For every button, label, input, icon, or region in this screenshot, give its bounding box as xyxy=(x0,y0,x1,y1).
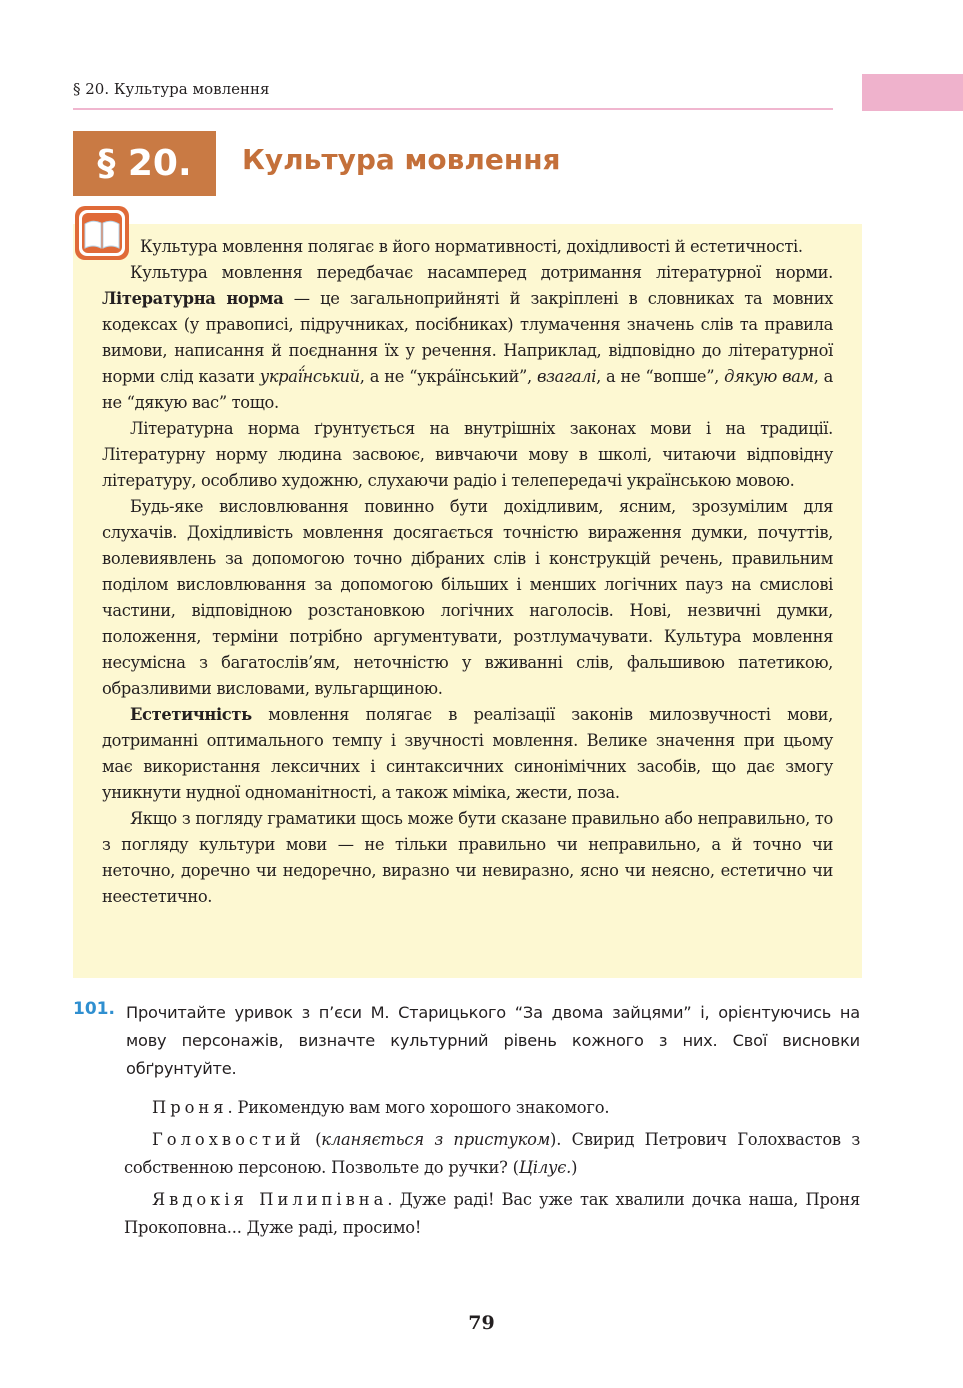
play-excerpt xyxy=(124,1094,860,1246)
term-aesthetics: Естетичність xyxy=(130,705,252,724)
exercise-number: 101. xyxy=(73,999,115,1019)
page-number: 79 xyxy=(468,1312,495,1334)
example-word: взагалі xyxy=(536,367,597,386)
speaker-name: Проня xyxy=(152,1098,228,1117)
stage-direction: Цілує. xyxy=(518,1158,572,1177)
dialogue-line: Голохвостий (кланяється з пристуком). Свирид Петрович Голохвастов з собственною персоною. Позвольте до ручки? (Цілує.) xyxy=(124,1130,860,1177)
theory-text xyxy=(102,234,833,910)
dialogue-line: Явдокія Пилипівна. Дуже раді! Вас уже так хвалили дочка наша, Проня Прокоповна... Дуже раді, просимо! xyxy=(124,1190,861,1237)
chapter-tab xyxy=(862,74,963,111)
theory-paragraph: Літературна норма ґрунтується на внутрішніх законах мови і на традиції. Літературну норму людина засвоює, вивчаючи мову в школі, читаючи відповідну літературу, особливо художню, слухаючи радіо і телепередачі українською мовою. xyxy=(102,419,833,490)
theory-paragraph: Якщо з погляду граматики щось може бути сказане правильно або неправильно, то з погляду культури мови — не тільки правильно чи неправильно, а й точно чи неточно, доречно чи недоречно, виразно чи невиразно, ясно чи неясно, естетично чи неестетично. xyxy=(102,809,833,906)
term-literary-norm: Літературна норма xyxy=(102,289,284,308)
theory-paragraph: Естетичність мовлення полягає в реалізації законів милозвучності мови, дотриманні оптимального темпу і звучності мовлення. Велике значення при цьому має використання лексичних і синтаксичних синонімічних засобів, що дає змогу уникнути нудної одноманітності, а також міміка, жести, поза. xyxy=(102,705,833,802)
section-title: Культура мовлення xyxy=(242,143,561,176)
running-head: § 20. Культура мовлення xyxy=(73,80,270,98)
speaker-name: Голохвостий xyxy=(152,1130,305,1149)
dialogue-line: Проня. Рикомендую вам мого хорошого знакомого. xyxy=(152,1098,610,1117)
section-number-box: § 20. xyxy=(73,131,216,196)
theory-paragraph: Культура мовлення полягає в його нормативності, дохідливості й естетичності. xyxy=(140,237,803,256)
stage-direction: кланяється з пристуком xyxy=(321,1130,551,1149)
header-rule xyxy=(73,108,833,110)
example-word: украї́нський xyxy=(259,367,360,386)
theory-paragraph: Будь-яке висловлювання повинно бути дохідливим, ясним, зрозумілим для слухачів. Дохідливість мовлення досягається точністю вираження думки, почуттів, волевиявлень за допомогою точно дібраних слів і конструкцій речень, правильним поділом висловлювання за допомогою більших і менших логічних пауз на смислові частини, відповідною розстановкою логічних наголосів. Нові, незвичні думки, положення, терміни потрібно аргументувати, розтлумачувати. Культура мовлення несумісна з багатослів’ям, неточністю у вживанні слів, фальшивою патетикою, образливими висловами, вульгарщиною. xyxy=(102,497,833,698)
example-word: дякую вам xyxy=(724,367,814,386)
theory-paragraph: Культура мовлення передбачає насамперед дотримання літературної норми. Літературна норма — це загальноприйняті й закріплені в словниках та мовних кодексах (у правописі, підручниках, посібниках) тлумачення значень слів та правила вимови, написання й поєднання їх у речення. Наприклад, відповідно до літературної норми слід казати украї́нський, а не “укра́їнський”, взагалі, а не “вопше”, дякую вам, а не “дякую вас” тощо. xyxy=(102,263,834,412)
exercise-task: Прочитайте уривок з п’єси М. Старицького “За двома зайцями” і, орієнтуючись на мову персонажів, визначте культурний рівень кожного з них. Свої висновки обґрунтуйте. xyxy=(126,1003,860,1078)
speaker-name: Явдокія Пилипівна xyxy=(152,1190,388,1209)
